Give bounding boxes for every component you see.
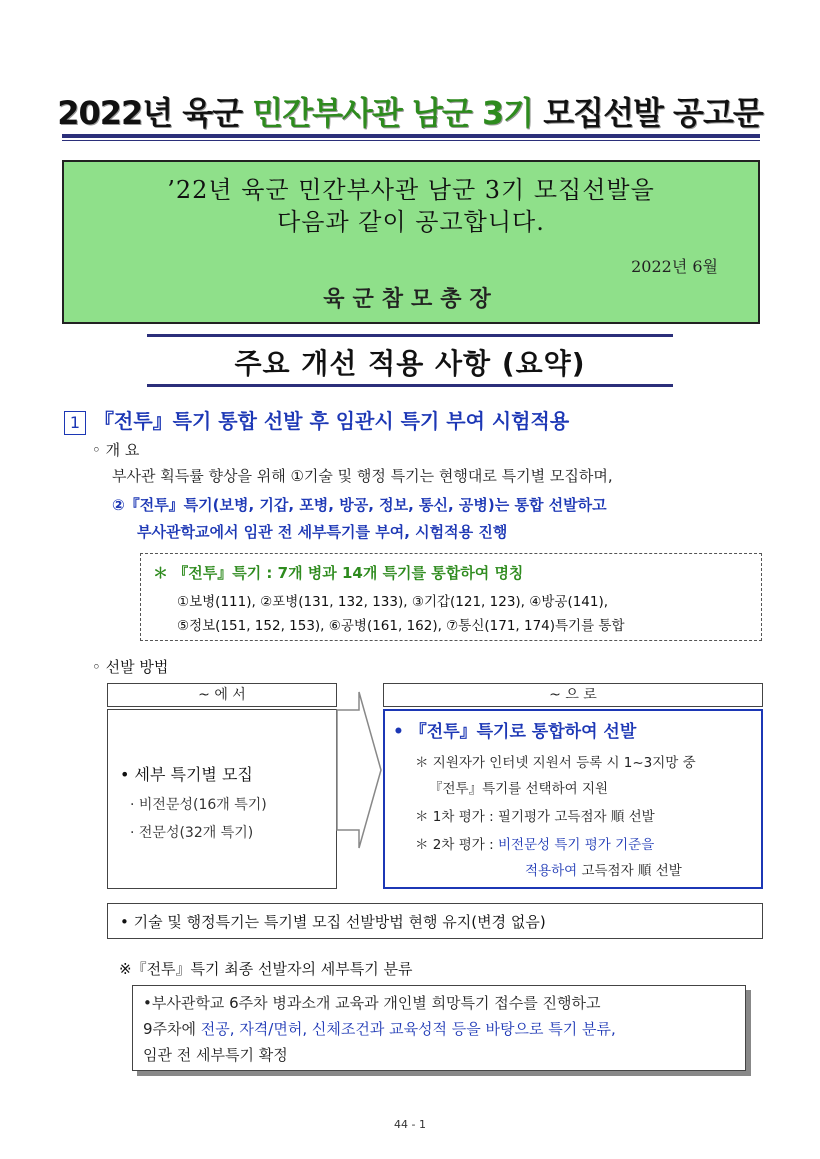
section-rule-bottom bbox=[147, 384, 673, 387]
page-title bbox=[0, 88, 820, 134]
overview-head: ◦ 개 요 bbox=[92, 441, 140, 459]
tech-admin-note-box bbox=[107, 903, 763, 939]
classification-box bbox=[132, 985, 746, 1071]
combat-specialty-box bbox=[140, 553, 762, 641]
from-sub-1: · 비전문성(16개 특기) bbox=[130, 797, 267, 813]
to-line-1: ＊ 지원자가 인터넷 지원서 등록 시 1~3지망 중 bbox=[415, 755, 696, 771]
notice-org: 육군참모총장 bbox=[323, 287, 499, 312]
title-rule-thin bbox=[62, 140, 760, 141]
to-main: • 『전투』특기로 통합하여 선발 bbox=[393, 722, 637, 742]
from-header: ~ 에 서 bbox=[107, 683, 337, 707]
section-rule-top bbox=[147, 334, 673, 337]
notice-line-2: 다음과 같이 공고합니다. bbox=[277, 208, 545, 236]
to-line-2: 『전투』특기를 선택하여 지원 bbox=[429, 781, 609, 797]
from-sub-2: · 전문성(32개 특기) bbox=[130, 825, 254, 841]
to-header: ~ 으 로 bbox=[383, 683, 763, 707]
to-line-5 bbox=[525, 859, 682, 879]
heading-1 bbox=[64, 405, 569, 435]
notice-box bbox=[62, 160, 760, 324]
to-box bbox=[383, 709, 763, 889]
method-head: ◦ 선발 방법 bbox=[92, 658, 169, 676]
notice-date: 2022년 6월 bbox=[631, 257, 718, 276]
classification-line-2 bbox=[143, 1018, 616, 1039]
heading-number: 1 bbox=[64, 411, 86, 435]
to-line-4 bbox=[415, 833, 654, 853]
overview-line-2: ②『전투』특기(보병, 기갑, 포병, 방공, 정보, 통신, 공병)는 통합 선발하고 bbox=[112, 496, 607, 514]
heading-text: 『전투』특기 통합 선발 후 임관시 특기 부여 시험적용 bbox=[94, 409, 570, 433]
tech-admin-note: • 기술 및 행정특기는 특기별 모집 선발방법 현행 유지(변경 없음) bbox=[120, 913, 546, 931]
to-line-4-prefix: ＊ 2차 평가 : bbox=[415, 837, 498, 853]
title-highlight: 민간부사관 남군 3기 bbox=[252, 94, 534, 132]
overview-line-3: 부사관학교에서 임관 전 세부특기를 부여, 시험적용 진행 bbox=[137, 523, 508, 541]
to-line-4-highlight: 비전문성 특기 평가 기준을 bbox=[497, 837, 655, 853]
combat-box-row-2: ⑤정보(151, 152, 153), ⑥공병(161, 162), ⑦통신(171, 174)특기를 통합 bbox=[177, 618, 625, 634]
section-title: 주요 개선 적용 사항 (요약) bbox=[234, 347, 586, 380]
notice-line-1: ’22년 육군 민간부사관 남군 3기 모집선발을 bbox=[167, 176, 655, 204]
from-box bbox=[107, 709, 337, 889]
classification-line-3: 임관 전 세부특기 확정 bbox=[143, 1046, 288, 1064]
combat-box-title: ＊ 『전투』특기 : 7개 병과 14개 특기를 통합하여 명칭 bbox=[153, 564, 524, 582]
title-rule bbox=[62, 134, 760, 138]
to-line-5-suffix: 고득점자 順 선발 bbox=[577, 863, 682, 879]
title-post: 모집선발 공고문 bbox=[533, 94, 763, 132]
page-number: 44 - 1 bbox=[394, 1118, 426, 1131]
classification-line-2-prefix: 9주차에 bbox=[143, 1020, 201, 1038]
to-line-3: ＊ 1차 평가 : 필기평가 고득점자 順 선발 bbox=[415, 809, 655, 825]
combat-box-row-1: ①보병(111), ②포병(131, 132, 133), ③기갑(121, 123), ④방공(141), bbox=[177, 594, 609, 610]
title-pre: 2022년 육군 bbox=[57, 94, 253, 132]
to-line-5-highlight: 적용하여 bbox=[525, 863, 578, 879]
overview-line-1: 부사관 획득률 향상을 위해 ①기술 및 행정 특기는 현행대로 특기별 모집하며, bbox=[112, 467, 613, 485]
arrow-right-icon bbox=[335, 690, 383, 850]
from-main: • 세부 특기별 모집 bbox=[120, 765, 253, 784]
classification-line-1: •부사관학교 6주차 병과소개 교육과 개인별 희망특기 접수를 진행하고 bbox=[143, 994, 601, 1012]
classification-note: ※『전투』특기 최종 선발자의 세부특기 분류 bbox=[119, 960, 413, 978]
classification-line-2-highlight: 전공, 자격/면허, 신체조건과 교육성적 등을 바탕으로 특기 분류, bbox=[200, 1020, 616, 1038]
